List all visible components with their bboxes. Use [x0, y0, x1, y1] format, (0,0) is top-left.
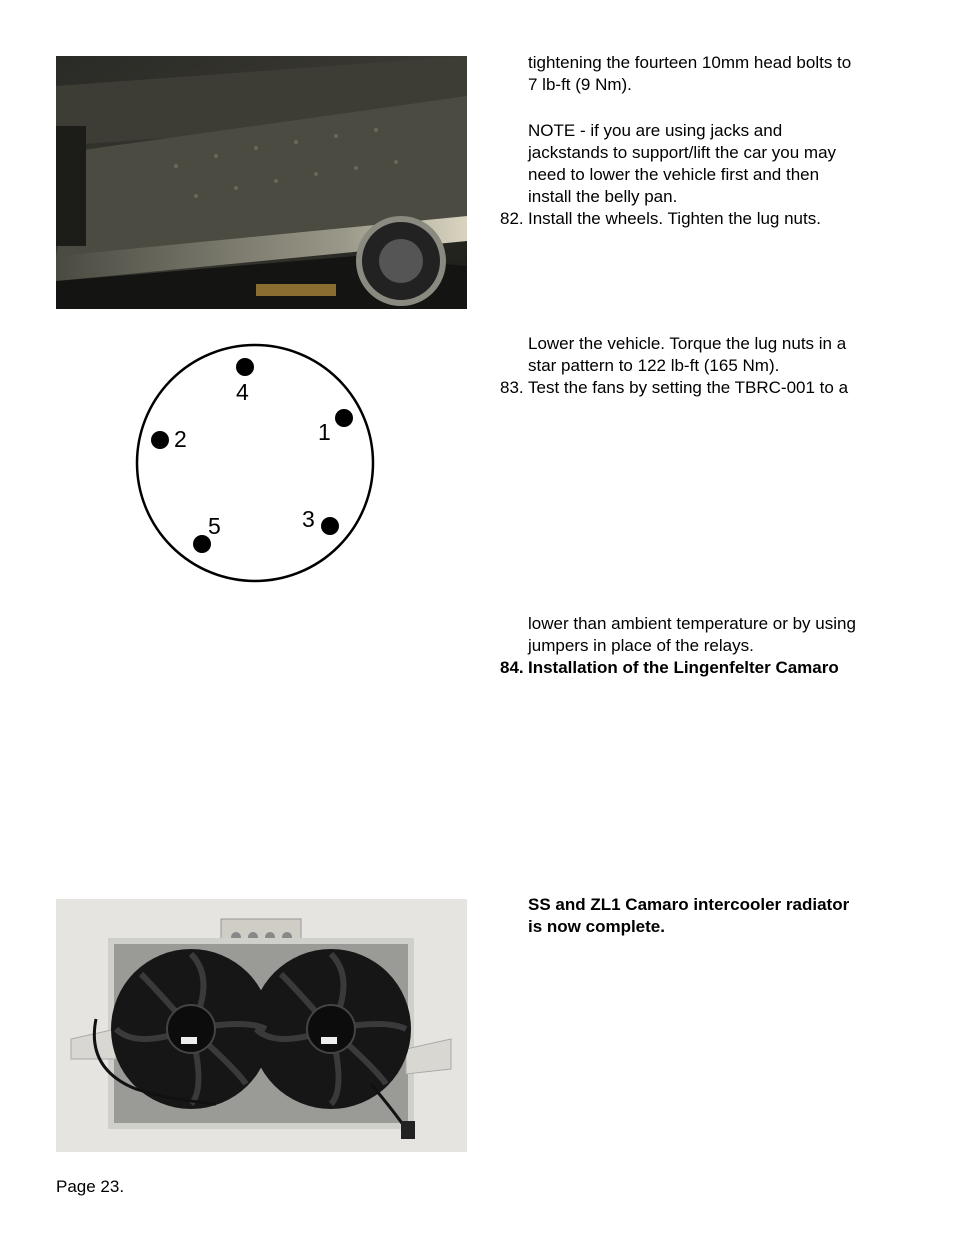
- step-82-continuation-line-1: Lower the vehicle. Torque the lug nuts in a: [528, 334, 847, 353]
- intercooler-radiator-photo: [56, 899, 467, 1152]
- step-84-number: 84.: [500, 658, 524, 677]
- lug-nut-star-pattern-diagram: [135, 343, 377, 583]
- step-84-continuation-line-2: is now complete.: [528, 917, 665, 936]
- lug-label-3: 3: [302, 506, 315, 532]
- lug-label-4: 4: [236, 379, 249, 405]
- note-line-4: install the belly pan.: [528, 187, 678, 206]
- step-83-number: 83.: [500, 378, 524, 397]
- note-line-3: need to lower the vehicle first and then: [528, 165, 820, 184]
- lug-label-2: 2: [174, 426, 187, 452]
- step-81-continuation-line-1: tightening the fourteen 10mm head bolts to: [528, 53, 852, 72]
- step-83-continuation-line-2: jumpers in place of the relays.: [528, 636, 754, 655]
- step-82-number: 82.: [500, 209, 524, 228]
- step-84-text: Installation of the Lingenfelter Camaro: [528, 658, 839, 677]
- lug-label-1: 1: [318, 419, 331, 445]
- step-81-continuation-line-2: 7 lb-ft (9 Nm).: [528, 75, 632, 94]
- step-84-continuation-line-1: SS and ZL1 Camaro intercooler radiator: [528, 895, 850, 914]
- step-82-text: Install the wheels. Tighten the lug nuts.: [528, 209, 821, 228]
- page-number: Page 23.: [56, 1177, 125, 1196]
- lug-label-5: 5: [208, 513, 221, 539]
- note-line-2: jackstands to support/lift the car you may: [528, 143, 837, 162]
- step-82-continuation-line-2: star pattern to 122 lb-ft (165 Nm).: [528, 356, 780, 375]
- step-83-continuation-line-1: lower than ambient temperature or by using: [528, 614, 856, 633]
- belly-pan-photo: [56, 56, 467, 309]
- step-83-text: Test the fans by setting the TBRC-001 to a: [528, 378, 849, 397]
- note-line-1: NOTE - if you are using jacks and: [528, 121, 783, 140]
